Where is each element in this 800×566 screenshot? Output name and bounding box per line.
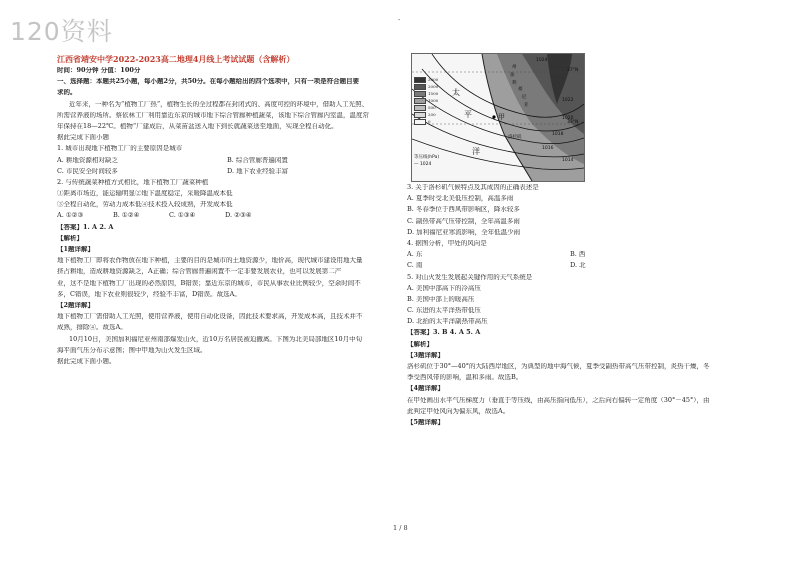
map-state-char: 亚 bbox=[524, 103, 529, 108]
passage-line: 海平面气压分布示意图；图中甲地为山火发生区域。 bbox=[57, 346, 207, 354]
legend-label: 2000 bbox=[428, 84, 439, 89]
pressure-map-figure bbox=[411, 53, 585, 182]
map-label-yang: 洋 bbox=[472, 147, 480, 156]
top-mark: - bbox=[398, 16, 401, 24]
explanation-line: 此判定甲处风向为偏东风，故选A。 bbox=[407, 407, 510, 415]
map-legend bbox=[414, 69, 442, 124]
answer-line: 【答案】3. B 4. A 5. A bbox=[407, 329, 481, 337]
right-column bbox=[407, 184, 762, 430]
answer-line: 【答案】1. A 2. A bbox=[57, 223, 114, 231]
question-5: 5. 对山火发生发展起关键作用的天气系统是 bbox=[407, 273, 533, 281]
analysis-heading: 【解析】 bbox=[57, 234, 83, 242]
map-state-char: 州 bbox=[512, 65, 517, 70]
q4-options-row-2 bbox=[407, 262, 762, 273]
map-state-char: 利 bbox=[512, 81, 517, 86]
legend-label: 1000 bbox=[428, 98, 439, 103]
map-state-char: 尼 bbox=[522, 95, 527, 100]
q3-option-a: A. 夏季时受北美低压控制，高温多雨 bbox=[407, 195, 514, 203]
q4-option-d: D. 北 bbox=[570, 262, 586, 270]
question-1: 1. 城市出现地下植物工厂的主要原因是城市 bbox=[57, 145, 183, 153]
q1-option-c: C. 市民安全时间较多 bbox=[57, 167, 118, 175]
sub-heading-4: 【4题详解】 bbox=[407, 385, 445, 393]
passage-line: 据此完成下面小题 bbox=[57, 134, 109, 142]
q2-option-c: C. ①③④ bbox=[169, 212, 196, 220]
q4-option-c: C. 南 bbox=[407, 262, 423, 270]
q4-options-row-1 bbox=[407, 251, 762, 262]
explanation-line: 挤占耕地，造成耕地资源缺乏，A正确；综合管廊普遍闲置不一定非要发展农业，也可以发展第二产 bbox=[57, 268, 342, 276]
time-score: 时间：90分钟 分值：100分 bbox=[57, 67, 141, 74]
q2-item: ③全程自动化，劳动力成本低④技术投入较成熟，开发成本低 bbox=[57, 201, 233, 209]
isobar-label: 1020 bbox=[562, 116, 574, 121]
q5-option-d: D. 北抬的太平洋副热带高压 bbox=[407, 318, 488, 326]
left-column bbox=[57, 55, 397, 369]
q2-option-a: A. ①②③ bbox=[57, 212, 84, 220]
section-instructions-1: 一、选择题：本题共25小题，每小题2分，共50分。在每小题给出的四个选项中，只有一项是符合题目要 bbox=[57, 78, 360, 86]
map-label-tai: 太 bbox=[452, 88, 460, 97]
legend-label: 500 bbox=[428, 105, 436, 110]
q5-option-b: B. 美国中部上的暖高压 bbox=[407, 295, 475, 303]
q1-option-b: B. 综合管廊普遍闲置 bbox=[227, 156, 288, 164]
passage-line: 所需营养液的场所。蔡依林工厂利用靠近东京的城市地下综合管廊种植蔬菜，该地下综合管廊内室温，温度常 bbox=[57, 111, 369, 119]
passage-line: 10月10日，美国加利福尼亚州南部爆发山火，近10万名居民被迫撤离。下图为北美局部地区10月中旬 bbox=[69, 335, 363, 343]
watermark: 120资料 bbox=[10, 17, 113, 46]
isobar-label: 1016 bbox=[542, 146, 554, 151]
explanation-line: 在甲处画出水平气压梯度力（垂直于等压线，由高压指向低压），之后向右偏转一定角度（30°－45°），由 bbox=[407, 396, 710, 404]
map-state-char: 加 bbox=[510, 73, 515, 78]
question-3: 3. 关于洛杉矶气候特点及其成因的正确表述是 bbox=[407, 184, 539, 191]
map-label-jia: 甲 bbox=[498, 113, 505, 121]
latitude-label: 33°N bbox=[567, 120, 579, 125]
q2-options bbox=[57, 212, 397, 223]
legend-label: 1500 bbox=[428, 91, 439, 96]
map-state-char: 福 bbox=[518, 87, 523, 92]
explanation-line: 地下植物工厂需借助人工光照，使用营养液，使用自动化设备，因此技术要求高，开发成本高，且技术并不 bbox=[57, 313, 363, 321]
passage-line: 据此完成下面小题。 bbox=[57, 357, 116, 365]
analysis-heading: 【解析】 bbox=[407, 340, 433, 348]
question-2: 2. 与传统蔬菜种植方式相比，地下植物工厂蔬菜种植 bbox=[57, 178, 209, 186]
q5-option-c: C. 东进的太平洋热带低压 bbox=[407, 307, 481, 315]
q1-option-d: D. 地下农业经验丰富 bbox=[227, 167, 289, 175]
section-instructions-2: 求的。 bbox=[57, 89, 77, 97]
document-title: 江西省靖安中学2022-2023高二地理4月线上考试试题（含解析） bbox=[57, 55, 295, 64]
latitude-label: 37°N bbox=[567, 68, 579, 73]
q3-option-b: B. 冬春季位于西风带影响区，降水较多 bbox=[407, 206, 520, 214]
explanation-line: 洛杉矶位于30°—40°的大陆西岸地区，为典型的地中海气候，夏季受副热带高气压带控制，炎热干燥，冬 bbox=[407, 363, 710, 370]
legend-label: 3000 bbox=[428, 77, 439, 82]
sub-heading-5: 【5题详解】 bbox=[407, 418, 445, 426]
explanation-line: 成熟，排除④。故选A。 bbox=[57, 324, 127, 332]
legend-isobar-value: 1024 bbox=[419, 162, 432, 167]
explanation-line: 地下植物工厂即将农作物放在地下种植，主要的目的是城市的土地资源少，地价高，现代城市建设用地大量 bbox=[57, 257, 363, 265]
legend-label: 200 bbox=[428, 112, 436, 117]
q2-option-b: B. ①②④ bbox=[113, 212, 140, 220]
explanation-line: 业，这不是地下植物工厂出现的必然原因，B错误；靠近东京的城市，市民从事农业比例较少，空余时间不 bbox=[57, 279, 361, 287]
explanation-line: 多，C错误，地下农业则很较少，经验不丰富，D错误。故选A。 bbox=[57, 290, 241, 298]
isobar-label: 1024 bbox=[536, 58, 548, 63]
q1-option-a: A. 耕地资源相对缺乏 bbox=[57, 156, 118, 164]
map-label-ping: 平 bbox=[464, 110, 472, 119]
q3-option-d: D. 加利福尼亚寒流影响，全年低温少雨 bbox=[407, 228, 521, 236]
legend-title: 等压线(hPa) bbox=[414, 155, 440, 160]
legend-swatch bbox=[414, 119, 426, 125]
explanation-line: 季受西风带的影响，温和多雨。故选B。 bbox=[407, 374, 523, 382]
passage-line: 近年来，一种名为“植物工厂热”，植物生长的全过程都在封闭式的、高度可控的环境中，借助人工光照、 bbox=[69, 100, 369, 108]
q5-option-a: A. 美国中部高下的冷高压 bbox=[407, 284, 481, 292]
legend-label: 0 bbox=[428, 119, 431, 124]
sub-heading-2: 【2题详解】 bbox=[57, 301, 95, 309]
q4-option-a: A. 东 bbox=[407, 251, 423, 259]
q2-option-d: D. ②③④ bbox=[225, 212, 252, 220]
page-number: 1 / 8 bbox=[393, 524, 408, 532]
q1-options-row-2 bbox=[57, 168, 397, 179]
isobar-label: 1018 bbox=[552, 132, 564, 137]
isobar-label: 1022 bbox=[562, 98, 574, 103]
q2-item: ①距离市场近，能运输明显②地下温度稳定，采暖降温成本低 bbox=[57, 190, 233, 198]
isobar-label: 1014 bbox=[562, 158, 574, 163]
question-4: 4. 据图分析，甲处的风向是 bbox=[407, 239, 487, 247]
sub-heading-3: 【3题详解】 bbox=[407, 351, 445, 359]
q3-option-c: C. 副热带高气压带控制，全年高温多雨 bbox=[407, 217, 520, 225]
sub-heading-1: 【1题详解】 bbox=[57, 246, 95, 253]
city-label: 洛杉矶 bbox=[508, 135, 522, 140]
passage-line: 年保持在18—22℃。植物“厂建成后，从菜苗盆送入地下到长就蔬菜送至地面，实现全程自动化。 bbox=[57, 122, 338, 130]
q4-option-b: B. 西 bbox=[570, 251, 586, 259]
legend-isobar-sample: — 1024 bbox=[414, 162, 432, 167]
q1-options-row-1 bbox=[57, 157, 397, 168]
